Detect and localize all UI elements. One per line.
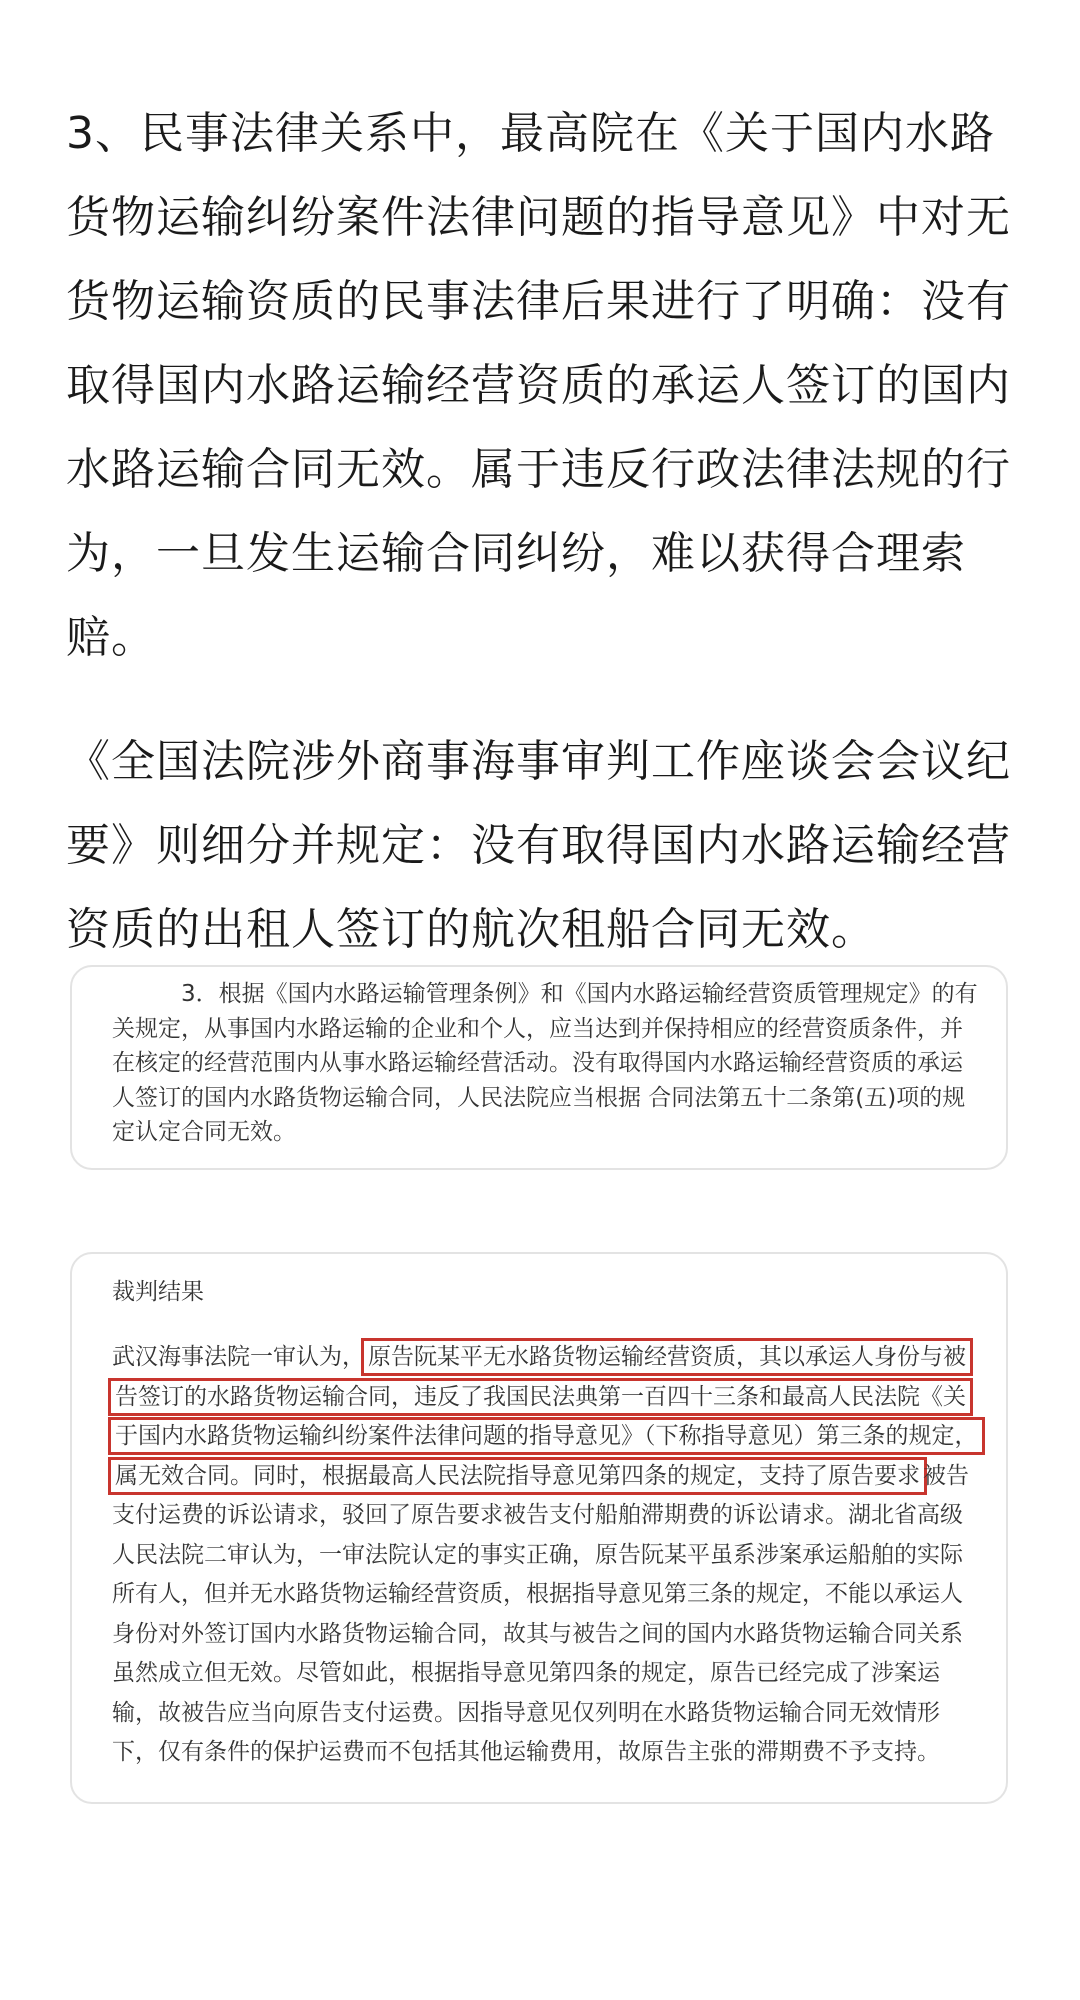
verdict-text-lead: 武汉海事法院一审认为， (112, 1344, 365, 1370)
verdict-card (70, 1252, 1008, 1804)
verdict-text-rest: 被告支付运费的诉讼请求，驳回了原告要求被告支付船舶滞期费的诉讼请求。湖北省高级人民法院二审认为，一审法院认定的事实正确，原告阮某平虽系涉案承运船舶的实际所有人，但并无水路货物运输经营资质，根据指导意见第三条的规定，不能以承运人身份对外签订国内水路货物运输合同，故其与被告之间的国内水路货物运输合同关系虽然成立但无效。尽管如此，根据指导意见第四条的规定，原告已经完成了涉案运输，故被告应当向原告支付运费。因指导意见仅列明在水路货物运输合同无效情形下，仅有条件的保护运费而不包括其他运输费用，故原告主张的滞期费不予支持。 (112, 1462, 969, 1765)
paragraph-meeting-minutes: 《全国法院涉外商事海事审判工作座谈会会议纪要》则细分并规定：没有取得国内水路运输经营资质的出租人签订的航次租船合同无效。 (66, 736, 1011, 955)
verdict-highlight-box: 原告阮某平无水路货物运输经营资质，其以承运人身份与被告签订的水路货物运输合同，违反了我国民法典第一百四十三条和最高人民法院《关于国内水路货物运输纠纷案件法律问题的指导意见》（下称指导意见）第三条的规定，属无效合同。同时，根据最高人民法院指导意见第四条的规定，支持了原告要求 (108, 1338, 985, 1495)
article-body (66, 92, 1026, 972)
paragraph-legal-consequence: 3、民事法律关系中，最高院在《关于国内水路货物运输纠纷案件法律问题的指导意见》中对无货物运输资质的民事法律后果进行了明确：没有取得国内水路运输经营资质的承运人签订的国内水路运输合同无效。属于违反行政法律法规的行为，一旦发生运输合同纠纷，难以获得合理索赔。 (66, 108, 1011, 663)
quote-card-guidance-article-3 (70, 965, 1008, 1170)
verdict-text (112, 1338, 982, 1773)
verdict-title: 裁判结果 (112, 1279, 204, 1305)
quote-text: 3．根据《国内水路运输管理条例》和《国内水路运输经营资质管理规定》的有关规定，从事国内水路运输的企业和个人，应当达到并保持相应的经营资质条件，并在核定的经营范围内从事水路运输经营活动。没有取得国内水路运输经营资质的承运人签订的国内水路货物运输合同，人民法院应当根据 合同法第五十二条第(五)项的规定认定合同无效。 (112, 981, 978, 1145)
